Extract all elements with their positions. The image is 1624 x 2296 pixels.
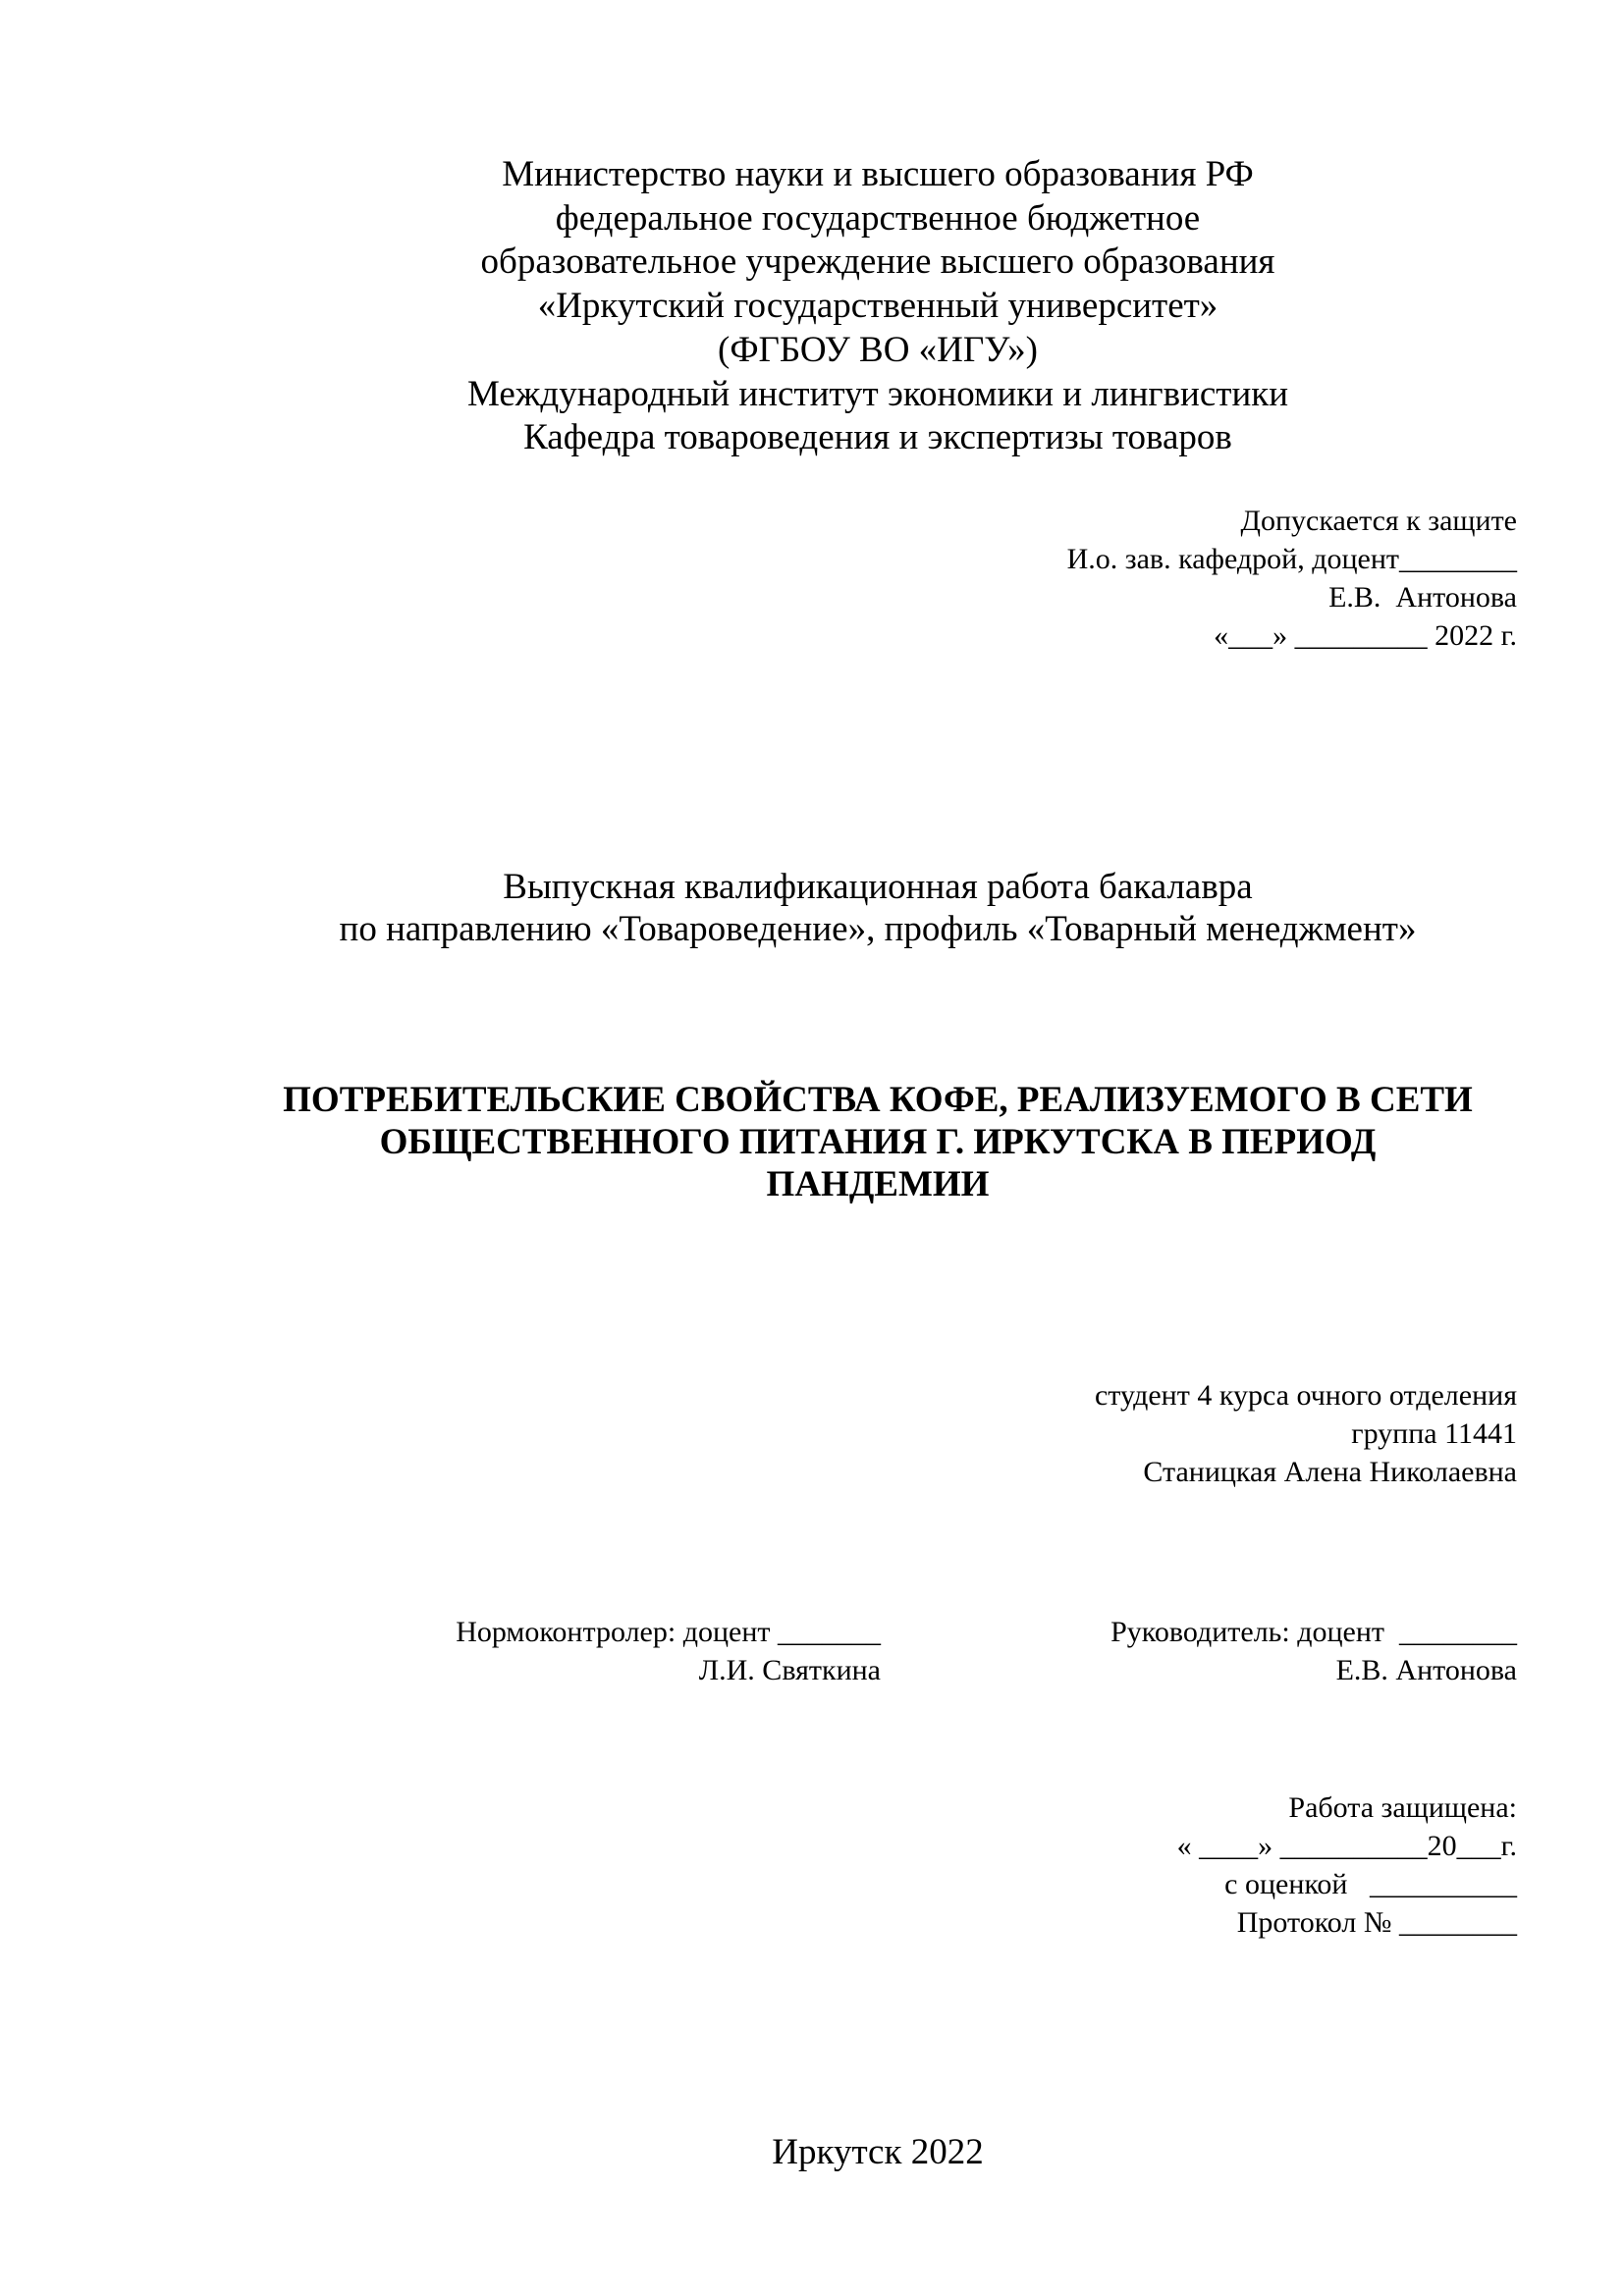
approval-line-date: «___» _________ 2022 г. (1214, 619, 1517, 652)
header-line-federal: федеральное государственное бюджетное (555, 197, 1201, 239)
thesis-title (226, 1079, 1530, 1205)
defense-line-date: « ____» __________20___г. (1176, 1830, 1517, 1862)
header-line-institute: Международный институт экономики и лингвистики (466, 373, 1289, 414)
header-line-abbreviation: (ФГБОУ ВО «ИГУ») (718, 329, 1038, 370)
approval-block (884, 502, 1517, 655)
header-line-ministry: Министерство науки и высшего образования РФ (502, 154, 1254, 194)
student-line-name: Станицкая Алена Николаевна (1143, 1456, 1517, 1488)
supervisor-line-name: Е.В. Антонова (1335, 1654, 1517, 1686)
student-info (884, 1376, 1517, 1491)
approval-line-head: И.о. зав. кафедрой, доцент________ (1066, 543, 1517, 575)
normcontrol-line-role: Нормоконтролер: доцент _______ (456, 1616, 881, 1648)
defense-line-protected: Работа защищена: (1288, 1791, 1517, 1824)
supervisor-signature (982, 1613, 1517, 1689)
header-line-institution-type: образовательное учреждение высшего образования (480, 241, 1275, 283)
header-line-university: «Иркутский государственный университет» (537, 286, 1218, 327)
defense-line-protocol: Протокол № ________ (1236, 1906, 1517, 1939)
work-type-line-1: Выпускная квалификационная работа бакалавра (503, 867, 1253, 907)
title-line-2: ОБЩЕСТВЕННОГО ПИТАНИЯ Г. ИРКУТСКА В ПЕРИОД (379, 1122, 1377, 1162)
defense-block (884, 1789, 1517, 1942)
work-type-line-2: по направлению «Товароведение», профиль «Товарный менеджмент» (339, 909, 1417, 949)
supervisor-line-role: Руководитель: доцент ________ (1110, 1616, 1517, 1648)
institution-header (0, 153, 1624, 460)
title-line-1: ПОТРЕБИТЕЛЬСКИЕ СВОЙСТВА КОФЕ, РЕАЛИЗУЕМОГО В СЕТИ (283, 1080, 1473, 1120)
work-type (0, 866, 1624, 950)
defense-line-grade: с оценкой __________ (1224, 1868, 1517, 1900)
student-line-group: группа 11441 (1351, 1417, 1517, 1450)
approval-line-admitted: Допускается к защите (1240, 505, 1517, 537)
normcontrol-signature (295, 1613, 881, 1689)
city-year (0, 2131, 1624, 2173)
title-line-3: ПАНДЕМИИ (766, 1164, 990, 1204)
normcontrol-line-name: Л.И. Святкина (698, 1654, 881, 1686)
approval-line-name: Е.В. Антонова (1328, 581, 1517, 614)
city-year-text: Иркутск 2022 (772, 2132, 984, 2172)
student-line-course: студент 4 курса очного отделения (1094, 1379, 1517, 1412)
header-line-department: Кафедра товароведения и экспертизы товаров (523, 417, 1232, 458)
